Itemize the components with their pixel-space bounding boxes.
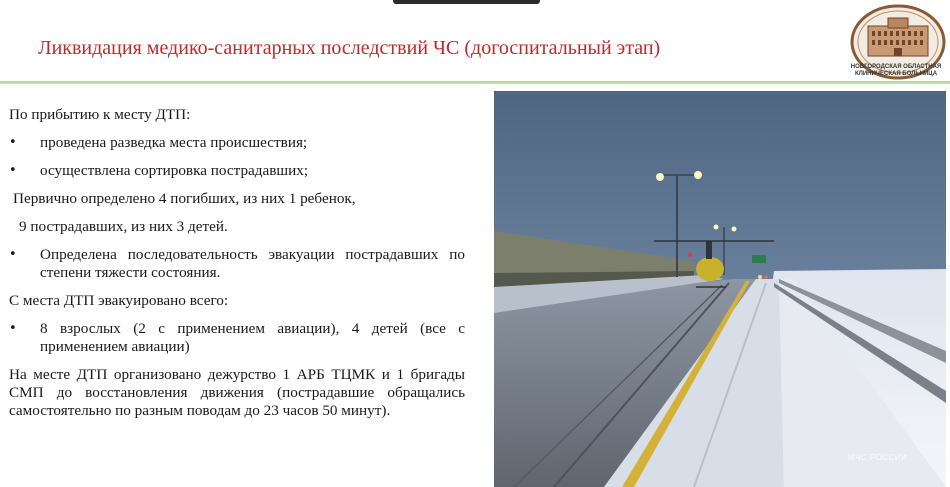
- dead-count-text: Первично определено 4 погибших, из них 1 ребенок,: [13, 190, 356, 207]
- bullet-evac-order: • Определена последовательность эвакуации пострадавших по степени тяжести состояния.: [9, 246, 465, 282]
- bullet-recon: • проведена разведка места происшествия;: [9, 134, 465, 152]
- accident-scene-photo: [494, 91, 946, 487]
- title-divider: [0, 81, 950, 84]
- window-top-handle: [393, 0, 540, 4]
- evacuated-intro: С места ДТП эвакуировано всего:: [9, 292, 229, 309]
- watermark-text: МЧС РОССИИ: [848, 453, 908, 462]
- logo-caption: НОВГОРОДСКАЯ ОБЛАСТНАЯ КЛИНИЧЕСКАЯ БОЛЬНИЦА: [850, 64, 942, 77]
- bullet-evac-count: • 8 взрослых (2 с применением авиации), 4 детей (все с применением авиации): [9, 320, 465, 356]
- slide-title: Ликвидация медико-санитарных последствий ЧС (догоспитальный этап): [38, 37, 661, 59]
- intro-text: По прибытию к месту ДТП:: [9, 106, 191, 123]
- duty-text: На месте ДТП организовано дежурство 1 АРБ ТЦМК и 1 бригады СМП до восстановления движения (пострадавшие обращались самостоятельно по разным поводам до 23 часов 50 минут).: [9, 366, 465, 419]
- injured-count-text: 9 пострадавших, из них 3 детей.: [19, 218, 228, 235]
- slide-body: [9, 106, 465, 420]
- bullet-triage: • осуществлена сортировка пострадавших;: [9, 162, 465, 180]
